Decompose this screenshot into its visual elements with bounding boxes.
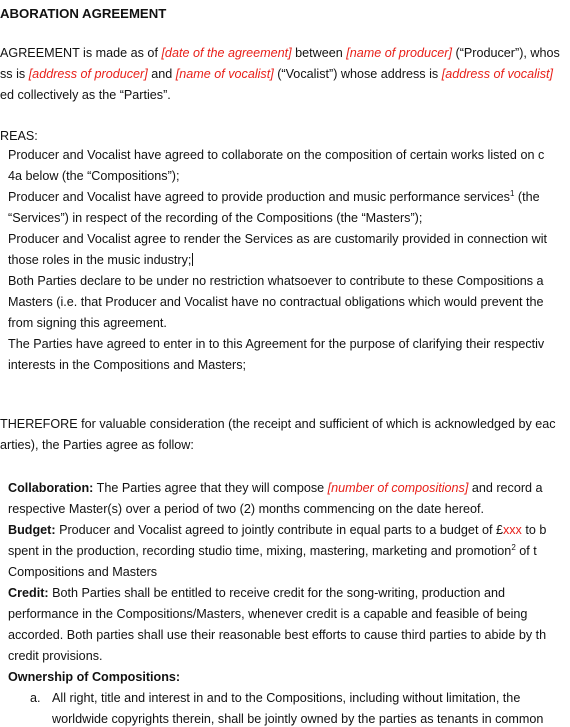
clause-line	[8, 543, 537, 559]
whereas-line: “Services”) in respect of the recording of the Compositions (the “Masters”);	[8, 211, 423, 225]
clause-collaboration	[8, 480, 543, 496]
text-run: (“Vocalist”) whose address is	[273, 67, 442, 81]
text-run: and record a	[468, 481, 543, 495]
text-run: Producer and Vocalist have agreed to provide production and music performance services	[8, 190, 510, 204]
placeholder-vocalist-address: [address of vocalist]	[441, 67, 553, 81]
clause-label: Collaboration:	[8, 481, 94, 495]
footnote-ref[interactable]: 1	[509, 189, 515, 198]
text-run: AGREEMENT is made as of	[0, 46, 162, 60]
clause-line: All right, title and interest in and to the Compositions, including without limitation, the	[52, 691, 521, 705]
intro-line-2	[0, 66, 553, 82]
placeholder-number-of-compositions: [number of compositions]	[327, 481, 469, 495]
text-run: Both Parties shall be entitled to receive credit for the song-writing, production and	[48, 586, 506, 600]
clause-line: worldwide copyrights therein, shall be jointly owned by the parties as tenants in common	[52, 712, 544, 726]
whereas-line: Both Parties declare to be under no restriction whatsoever to contribute to these Compositions a	[8, 274, 544, 288]
text-run: and	[147, 67, 176, 81]
clause-ownership-label: Ownership of Compositions:	[8, 670, 181, 684]
text-run: of t	[515, 544, 537, 558]
text-run: ss is	[0, 67, 29, 81]
clause-label: Budget:	[8, 523, 56, 537]
placeholder-producer-name: [name of producer]	[346, 46, 453, 60]
clause-line: credit provisions.	[8, 649, 103, 663]
placeholder-agreement-date: [date of the agreement]	[161, 46, 292, 60]
text-run: (“Producer”), whos	[452, 46, 560, 60]
text-run: spent in the production, recording studio time, mixing, mastering, marketing and promotion	[8, 544, 512, 558]
list-marker: a.	[30, 691, 41, 705]
whereas-line: 4a below (the “Compositions”);	[8, 169, 180, 183]
whereas-line: from signing this agreement.	[8, 316, 167, 330]
text-run: The Parties agree that they will compose	[93, 481, 328, 495]
placeholder-producer-address: [address of producer]	[28, 67, 148, 81]
clause-line: respective Master(s) over a period of two (2) months commencing on the date hereof.	[8, 502, 484, 516]
clause-line: accorded. Both parties shall use their reasonable best efforts to cause third parties to abide by th	[8, 628, 547, 642]
text-cursor	[192, 253, 193, 266]
placeholder-vocalist-name: [name of vocalist]	[175, 67, 274, 81]
therefore-line-2: arties), the Parties agree as follow:	[0, 438, 194, 452]
whereas-line: Masters (i.e. that Producer and Vocalist have no contractual obligations which would prevent the	[8, 295, 544, 309]
text-run: Producer and Vocalist agreed to jointly contribute in equal parts to a budget of £	[55, 523, 503, 537]
text-run: between	[291, 46, 347, 60]
clause-line: Compositions and Masters	[8, 565, 158, 579]
whereas-line	[8, 252, 193, 268]
whereas-line: The Parties have agreed to enter in to this Agreement for the purpose of clarifying their respectiv	[8, 337, 545, 351]
footnote-ref[interactable]: 2	[511, 543, 516, 552]
placeholder-budget-amount: xxx	[502, 523, 522, 537]
text-run: (the	[514, 190, 540, 204]
text-run: those roles in the music industry;	[8, 253, 192, 267]
whereas-line: Producer and Vocalist agree to render the Services as are customarily provided in connection wit	[8, 232, 548, 246]
clause-budget	[8, 522, 546, 538]
whereas-line: Producer and Vocalist have agreed to collaborate on the composition of certain works listed on c	[8, 148, 545, 162]
clause-label: Credit:	[8, 586, 49, 600]
text-run: to b	[521, 523, 547, 537]
whereas-line	[8, 189, 540, 205]
whereas-heading: REAS:	[0, 129, 38, 143]
clause-credit	[8, 585, 505, 601]
intro-line-3: ed collectively as the “Parties”.	[0, 88, 171, 102]
document-title: ABORATION AGREEMENT	[0, 6, 167, 21]
intro-line-1	[0, 45, 560, 61]
clause-line: performance in the Compositions/Masters, whenever credit is a capable and feasible of being	[8, 607, 528, 621]
whereas-line: interests in the Compositions and Masters;	[8, 358, 246, 372]
therefore-line-1: THEREFORE for valuable consideration (the receipt and sufficient of which is acknowledged by eac	[0, 417, 556, 431]
